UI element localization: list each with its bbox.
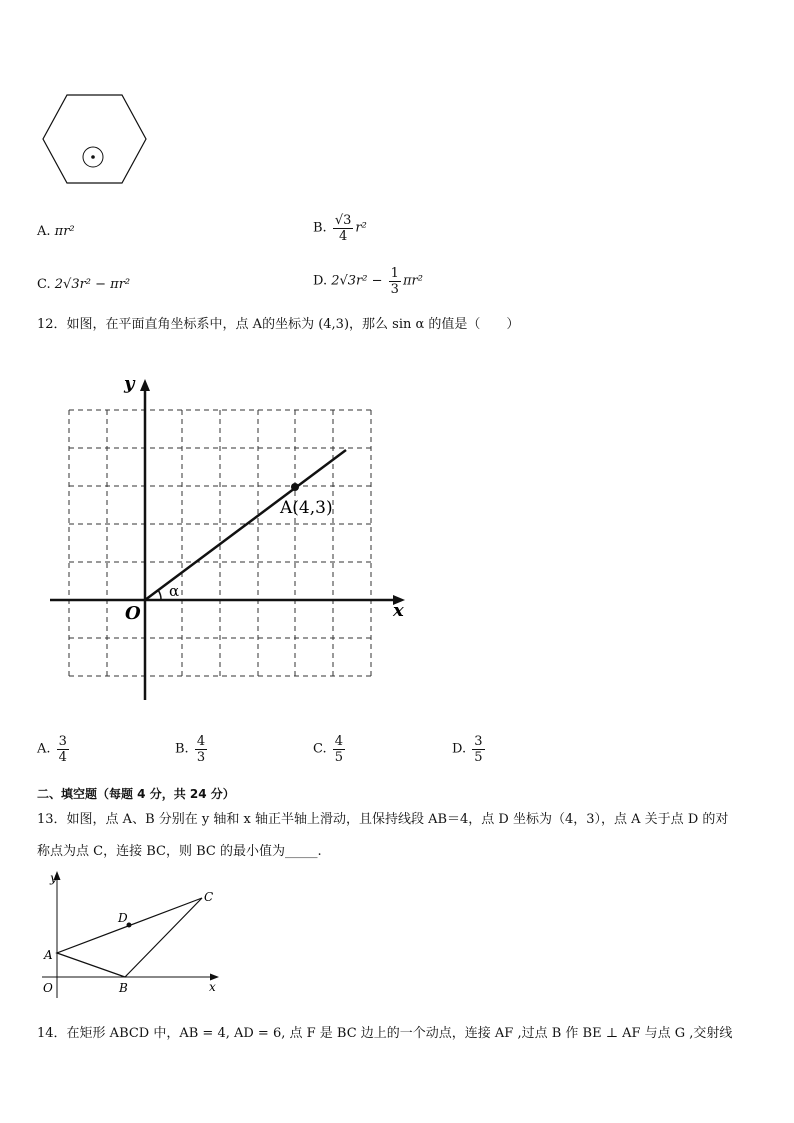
angle-label: α [169, 582, 180, 600]
y-axis-arrow [140, 379, 150, 391]
q12-option-c: C. $\frac{4}{5}$ [313, 734, 344, 765]
hexagon-figure [40, 92, 150, 188]
q14-text: 14．在矩形 ABCD 中，AB = 4, AD = 6, 点 F 是 BC 边上的一个动点，连接 AF ,过点 B 作 BE ⊥ AF 与点 G ,交射线 [37, 1026, 733, 1041]
q11-option-a: A. πr² [37, 224, 75, 239]
section-heading: 二、填空题（每题 4 分，共 24 分） [37, 787, 235, 801]
q12-stem: 12．如图，在平面直角坐标系中，点 A的坐标为 (4,3)，那么 sin α 的值是（ ） [37, 317, 520, 332]
circle-center [91, 155, 95, 159]
q12-option-b: B. $\frac{4}{3}$ [175, 734, 206, 765]
q13-line-1: 13．如图，点 A、B 分别在 y 轴和 x 轴正半轴上滑动，且保持线段 AB＝4，点 D 坐标为（4，3），点 A 关于点 D 的对 [37, 812, 729, 827]
q13-b-label: B [119, 981, 128, 995]
q11-option-d: D. 2√3r² − $\frac{1}{3}$ πr² [313, 266, 423, 297]
x-axis-label: x [393, 600, 404, 621]
q12-option-a: A. $\frac{3}{4}$ [37, 734, 67, 765]
q13-a-label: A [44, 948, 53, 962]
hexagon [43, 95, 146, 183]
q13-o-label: O [43, 981, 53, 995]
y-axis-label: y [124, 373, 135, 394]
q11-option-b: B. $\frac{√3}{4}$ r² [313, 213, 367, 244]
origin-label: O [125, 603, 141, 624]
triangle-abc [57, 898, 202, 977]
q13-x-label: x [209, 980, 216, 994]
angle-arc [158, 590, 161, 600]
point-a-label: A(4,3) [280, 498, 333, 518]
q12-coordinate-figure [45, 370, 415, 705]
q13-figure [38, 866, 228, 1000]
q13-d-label: D [118, 911, 128, 925]
q11-option-c: C. 2√3r² − πr² [37, 277, 131, 292]
q13-line-2: 称点为点 C，连接 BC，则 BC 的最小值为_____. [37, 844, 322, 859]
q13-y-label: y [50, 871, 57, 885]
ray-oa [145, 450, 346, 600]
q12-option-d: D. $\frac{3}{5}$ [452, 734, 483, 765]
q13-c-label: C [204, 890, 214, 904]
point-a [291, 483, 299, 491]
